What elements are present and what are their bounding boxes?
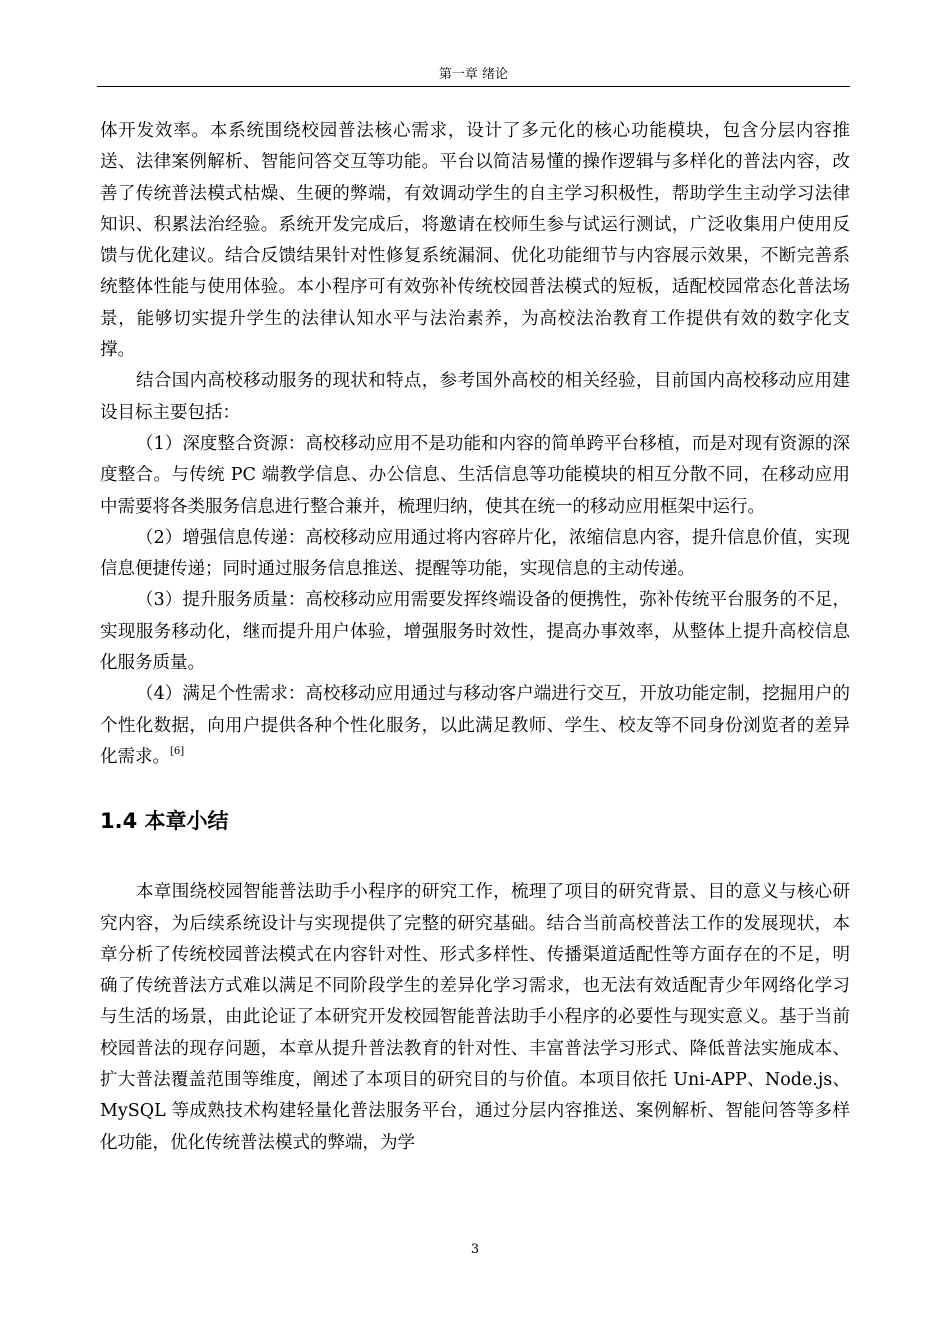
paragraph-goal-4-text: （4）满足个性需求：高校移动应用通过与移动客户端进行交互，开放功能定制，挖掘用户的个性化数据，向用户提供各种个性化服务，以此满足教师、学生、校友等不同身份浏览者的差异化需求。 [100,684,850,767]
page-number: 3 [470,1242,480,1257]
section-heading: 1.4 本章小结 [100,809,229,834]
header-divider [97,86,850,87]
running-header: 第一章 绪论 [438,67,509,82]
paragraph-goal-3: （3）提升服务质量：高校移动应用需要发挥终端设备的便携性，弥补传统平台服务的不足，实现服务移动化，继而提升用户体验，增强服务时效性，提高办事效率，从整体上提升高校信息化服务质量。 [100,590,850,674]
page-body [100,116,850,1159]
paragraph-chapter-summary: 本章围绕校园智能普法助手小程序的研究工作，梳理了项目的研究背景、目的意义与核心研究内容，为后续系统设计与实现提供了完整的研究基础。结合当前高校普法工作的发展现状，本章分析了传统校园普法模式在内容针对性、形式多样性、传播渠道适配性等方面存在的不足，明确了传统普法方式难以满足不同阶段学生的差异化学习需求，也无法有效适配青少年网络化学习与生活的场景，由此论证了本研究开发校园智能普法助手小程序的必要性与现实意义。基于当前校园普法的现存问题，本章从提升普法教育的针对性、丰富普法学习形式、降低普法实施成本、扩大普法覆盖范围等维度，阐述了本项目的研究目的与价值。本项目依托 Uni-APP、Node.js、MySQL 等成熟技术构建轻量化普法服务平台，通过分层内容推送、案例解析、智能问答等多样化功能，优化传统普法模式的弊端，为学 [100,882,850,1153]
paragraph-goals-intro: 结合国内高校移动服务的现状和特点，参考国外高校的相关经验，目前国内高校移动应用建设目标主要包括： [100,371,850,423]
paragraph-goal-2: （2）增强信息传递：高校移动应用通过将内容碎片化，浓缩信息内容，提升信息价值，实现信息便捷传递；同时通过服务信息推送、提醒等功能，实现信息的主动传递。 [100,527,850,580]
paragraph-goal-4 [100,679,850,773]
citation-marker: [6] [170,745,185,757]
paragraph-goal-1: （1）深度整合资源：高校移动应用不是功能和内容的简单跨平台移植，而是对现有资源的深度整合。与传统 PC 端教学信息、办公信息、生活信息等功能模块的相互分散不同，在移动应用中需要将各类服务信息进行整合兼并，梳理归纳，使其在统一的移动应用框架中运行。 [100,433,850,517]
paragraph-continuation: 体开发效率。本系统围绕校园普法核心需求，设计了多元化的核心功能模块，包含分层内容推送、法律案例解析、智能问答交互等功能。平台以简洁易懂的操作逻辑与多样化的普法内容，改善了传统普法模式枯燥、生硬的弊端，有效调动学生的自主学习积极性，帮助学生主动学习法律知识、积累法治经验。系统开发完成后，将邀请在校师生参与试运行测试，广泛收集用户使用反馈与优化建议。结合反馈结果针对性修复系统漏洞、优化功能细节与内容展示效果，不断完善系统整体性能与使用体验。本小程序可有效弥补传统校园普法模式的短板，适配校园常态化普法场景，能够切实提升学生的法律认知水平与法治素养，为高校法治教育工作提供有效的数字化支撑。 [100,121,850,361]
